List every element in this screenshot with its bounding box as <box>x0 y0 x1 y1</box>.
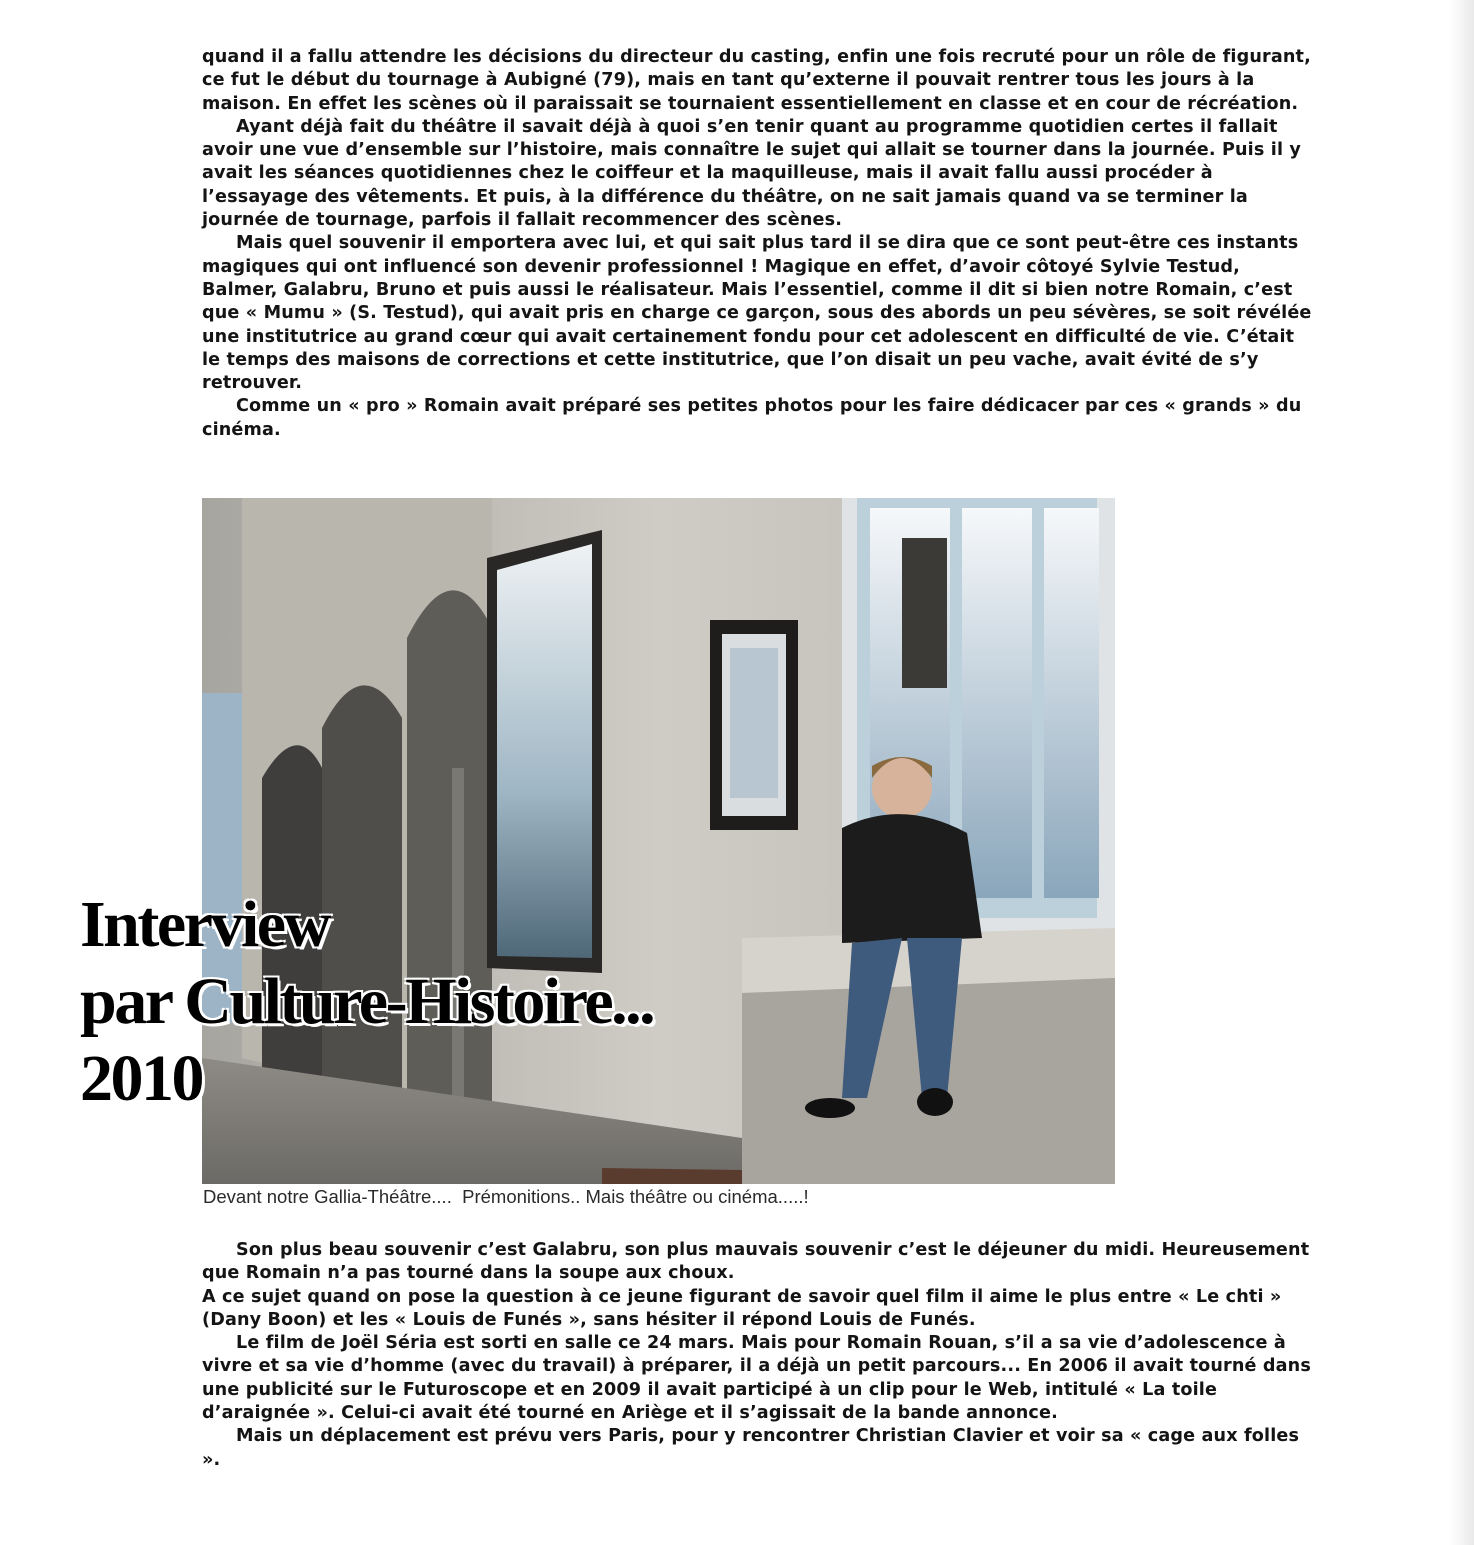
paragraph: Ayant déjà fait du théâtre il savait déjà à quoi s’en tenir quant au programme quotidien certes il fallait avoir une vue d’ensemble sur l’histoire, mais connaître le sujet qui allait se tourner dans la journée. Puis il y avait les séances quotidiennes chez le coiffeur et la maquilleuse, mais il avait fallu aussi procéder à l’essayage des vêtements. Et puis, à la différence du théâtre, on ne sait jamais quand va se terminer la journée de tournage, parfois il fallait recommencer des scènes. <box>202 116 1302 231</box>
photo-caption: Devant notre Gallia-Théâtre.... Prémonitions.. Mais théâtre ou cinéma.....! <box>203 1186 809 1207</box>
article-text-top <box>202 46 1312 442</box>
paragraph: Comme un « pro » Romain avait préparé ses petites photos pour les faire dédicacer par ces « grands » du cinéma. <box>202 396 1302 440</box>
paragraph: Son plus beau souvenir c’est Galabru, son plus mauvais souvenir c’est le déjeuner du midi. Heureusement que Romain n’a pas tourné dans la soupe aux choux. <box>202 1240 1310 1284</box>
overlay-title-line: par Culture-Histoire... <box>80 965 654 1038</box>
paragraph: Mais un déplacement est prévu vers Paris, pour y rencontrer Christian Clavier et voir sa « cage aux folles ». <box>202 1426 1300 1470</box>
paragraph: Le film de Joël Séria est sorti en salle ce 24 mars. Mais pour Romain Rouan, s’il a sa vie d’adolescence à vivre et sa vie d’homme (avec du travail) à préparer, il a déjà un petit parcours... En 2006 il avait tourné dans une publicité sur le Futuroscope et en 2009 il avait participé à un clip pour le Web, intitulé « La toile d’araignée ». Celui-ci avait été tourné en Ariège et il s’agissait de la bande annonce. <box>202 1333 1311 1424</box>
page-edge-shadow <box>1448 0 1474 1545</box>
overlay-title <box>80 886 653 1117</box>
overlay-title-line: Interview <box>80 888 329 961</box>
overlay-title-line: 2010 <box>80 1042 202 1115</box>
paragraph: Mais quel souvenir il emportera avec lui, et qui sait plus tard il se dira que ce sont peut-être ces instants magiques qui ont influencé son devenir professionnel ! Magique en effet, d’avoir côtoyé Sylvie Testud, Balmer, Galabru, Bruno et puis aussi le réalisateur. Mais l’essentiel, comme il dit si bien notre Romain, c’est que « Mumu » (S. Testud), qui avait pris en charge ce garçon, sous des abords un peu sévères, se soit révélée une institutrice au grand cœur qui avait certainement fondu pour cet adolescent en difficulté de vie. C’était le temps des maisons de corrections et cette institutrice, que l’on disait un peu vache, avait évité de s’y retrouver. <box>202 233 1312 394</box>
article-text-bottom <box>202 1239 1312 1472</box>
paragraph: A ce sujet quand on pose la question à ce jeune figurant de savoir quel film il aime le plus entre « Le chti » (Dany Boon) et les « Louis de Funés », sans hésiter il répond Louis de Funés. <box>202 1286 1282 1330</box>
paragraph: quand il a fallu attendre les décisions du directeur du casting, enfin une fois recruté pour un rôle de figurant, ce fut le début du tournage à Aubigné (79), mais en tant qu’externe il pouvait rentrer tous les jours à la maison. En effet les scènes où il paraissait se tournaient essentiellement en classe et en cour de récréation. <box>202 47 1311 114</box>
